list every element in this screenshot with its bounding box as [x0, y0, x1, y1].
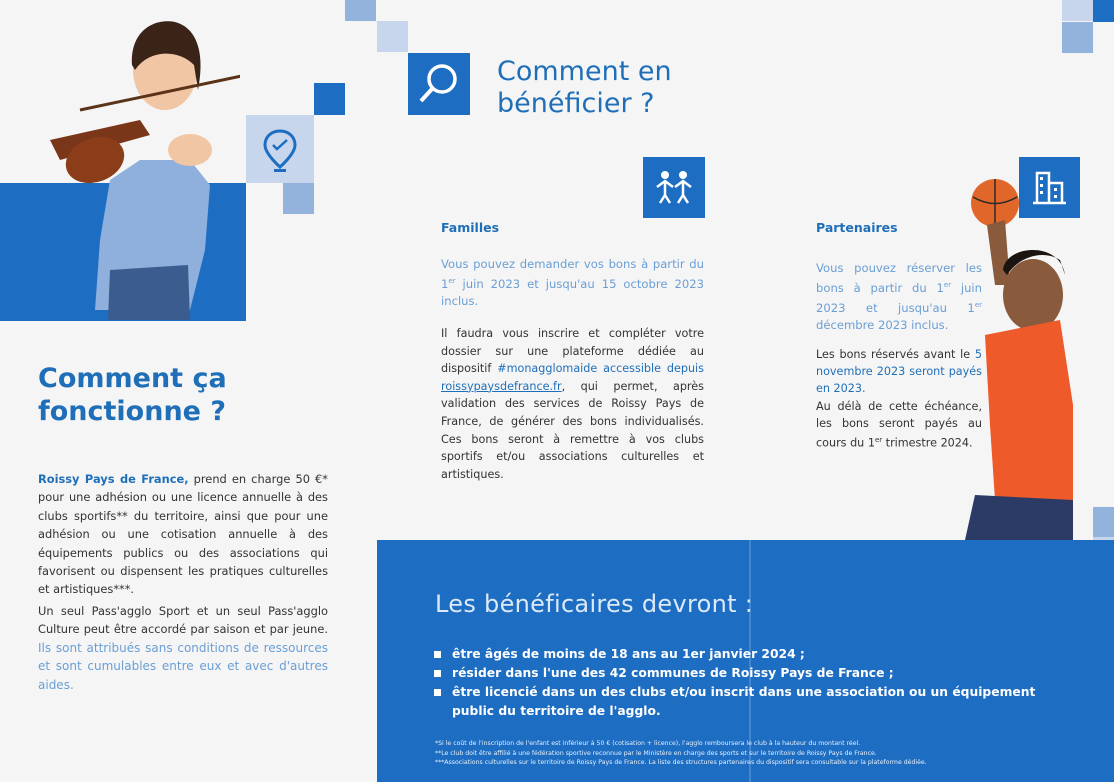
middle-title-line2: bénéficier ?: [497, 88, 655, 119]
part-p1-sup2: er: [974, 301, 982, 310]
search-tile: [408, 53, 470, 115]
familles-p1-sup: er: [448, 277, 456, 285]
left-p1-text: prend en charge 50 €* pour une adhésion ou une licence annuelle à des clubs sportifs** du territoire, ainsi que pour une adhésion ou une cotisation annuelle à des équipements publics ou des associations qui favorisent ou dispensent les pratiques culturelles et artistiques***.: [38, 472, 328, 597]
part-p1-b: juin 2023 et jusqu'au 1: [816, 281, 982, 316]
left-p2-highlight: Ils sont attribués sans conditions de ressources et sont cumulables entre eux et avec d'autres aides.: [38, 640, 328, 692]
middle-title: [497, 56, 757, 120]
partenaires-title: Partenaires: [816, 220, 898, 235]
familles-paragraph-2: [441, 325, 704, 483]
brand-lead: Roissy Pays de France,: [38, 472, 189, 486]
beneficiaires-title: Les bénéficaires devront :: [435, 590, 754, 618]
footnotes: [435, 739, 1055, 768]
deco-square: [1093, 507, 1114, 537]
familles-p1-a: Vous pouvez demander vos bons à partir du 1: [441, 257, 704, 291]
deco-square: [314, 83, 345, 115]
family-tile: [643, 157, 705, 218]
deco-square: [345, 0, 376, 21]
list-item: être âgés de moins de 18 ans au 1er janvier 2024 ;: [432, 645, 1052, 664]
middle-title-line1: Comment en: [497, 56, 672, 87]
list-item: être licencié dans un des clubs et/ou inscrit dans une association ou un équipement public du territoire de l'agglo.: [432, 683, 1052, 721]
footnote: *Si le coût de l'inscription de l'enfant est inférieur à 50 € (cotisation + licence), l'agglo remboursera le club à la hauteur du montant réel.: [435, 740, 861, 747]
website-link[interactable]: roissypaysdefrance.fr: [441, 379, 562, 393]
familles-p2-a: Il faudra vous inscrire et compléter votre dossier sur une plateforme dédiée au dispositif: [441, 327, 704, 376]
hashtag-text: #monagglomaide accessible depuis: [497, 362, 704, 376]
partenaires-paragraph-2: [816, 346, 982, 452]
footnote: ***Associations culturelles sur le territoire de Roissy Pays de France. La liste des structures partenaires du dispositif sera consultable sur la plateforme dédiée.: [435, 759, 927, 766]
building-tile: [1019, 157, 1080, 218]
partenaires-paragraph-1: [816, 260, 982, 335]
part-p2-a: Les bons réservés avant le: [816, 348, 975, 361]
familles-paragraph-1: [441, 256, 704, 310]
left-paragraph-1: [38, 470, 328, 599]
footnote: **Le club doit être affilié à une fédération sportive reconnue par le Ministère en charge des sports et sur le territoire de Roissy Pays de France.: [435, 749, 877, 757]
pin-tile: [246, 115, 314, 183]
left-title: [38, 362, 338, 428]
deco-square: [283, 183, 314, 214]
family-icon: [643, 157, 705, 218]
part-p2-c: trimestre 2024.: [882, 436, 973, 450]
left-paragraph-2: [38, 602, 328, 694]
deco-square: [1093, 0, 1114, 22]
deco-square: [1062, 22, 1093, 53]
deco-square: [377, 21, 408, 52]
part-p1-c: décembre 2023 inclus.: [816, 318, 949, 333]
familles-p2-b: , qui permet, après validation des services de Roissy Pays de France, de générer des bons individualisés. Ces bons seront à remettre à vos clubs sportifs et/ou associations culturelles et artistiques.: [441, 379, 704, 481]
part-p1-a: Vous pouvez réserver les bons à partir du 1: [816, 261, 982, 296]
location-pin-icon: [246, 115, 314, 183]
girl-violin-photo: [40, 10, 240, 320]
familles-p1-b: juin 2023 et jusqu'au 15 octobre 2023 inclus.: [441, 276, 704, 308]
part-p2-sup: er: [874, 436, 883, 445]
part-p2-highlight: 5 novembre 2023 seront payés en 2023.: [816, 348, 982, 396]
left-title-line2: fonctionne ?: [38, 396, 227, 427]
familles-title: Familles: [441, 220, 500, 235]
building-icon: [1019, 157, 1080, 218]
part-p2-b: Au délà de cette échéance, les bons seront payés au cours du 1: [816, 399, 982, 450]
beneficiaires-list: [432, 645, 1052, 721]
part-p1-sup1: er: [943, 281, 952, 290]
left-title-line1: Comment ça: [38, 363, 227, 394]
list-item: résider dans l'une des 42 communes de Roissy Pays de France ;: [432, 664, 1052, 683]
left-p2-text: Un seul Pass'agglo Sport et un seul Pass'agglo Culture peut être accordé par saison et par jeune.: [38, 604, 328, 637]
search-icon: [408, 53, 470, 115]
